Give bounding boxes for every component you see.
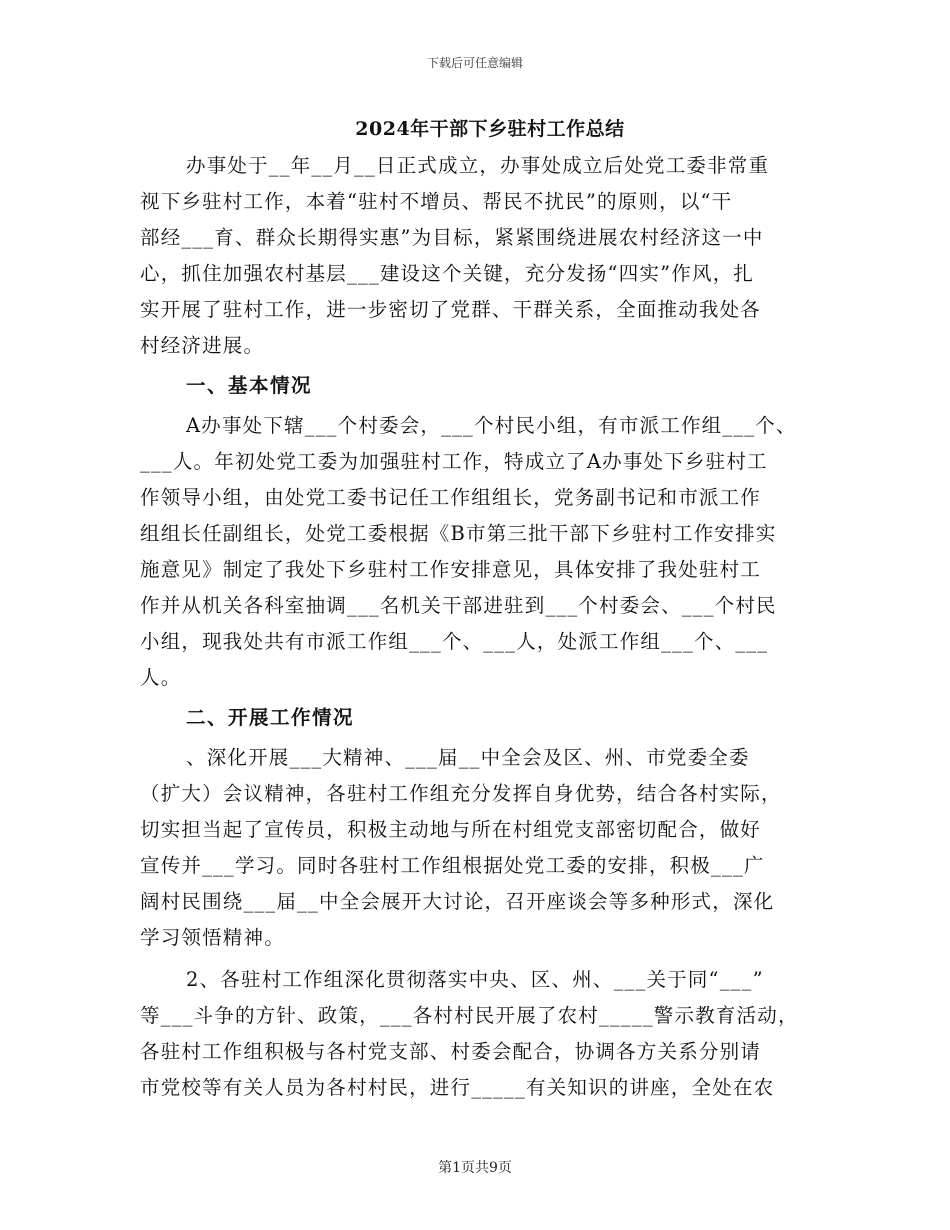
body-line: 市党校等有关人员为各村村民，进行_____有关知识的讲座，全处在农 [140,1076,775,1099]
body-line: 视下乡驻村工作，本着“驻村不增员、帮民不扰民”的原则，以“干 [140,190,733,213]
section-heading-work: 二、开展工作情况 [186,706,355,729]
body-line: A办事处下辖___个村委会，___个村民小组，有市派工作组___个、 [186,414,797,437]
body-line: 实开展了驻村工作，进一步密切了党群、干群关系，全面推动我处各 [140,298,762,321]
body-line: 阔村民围绕___届__中全会展开大讨论，召开座谈会等多种形式，深化 [140,890,775,913]
page-number-footer: 第1页共9页 [438,1160,512,1176]
section-heading-basic: 一、基本情况 [186,374,313,397]
body-line: 作领导小组，由处党工委书记任工作组组长，党务副书记和市派工作 [140,486,762,509]
body-line: 学习领悟精神。 [140,926,285,949]
body-line: 人。 [140,666,182,689]
body-line: 组组长任副组长，处党工委根据《B市第三批干部下乡驻村工作安排实 [140,522,777,545]
page-header-note: 下载后可任意编辑 [426,56,523,70]
body-line: 作并从机关各科室抽调___名机关干部进驻到___个村委会、___个村民 [140,594,777,617]
body-line: 小组，现我处共有市派工作组___个、___人，处派工作组___个、___ [140,630,769,653]
body-line: 心，抓住加强农村基层___建设这个关键，充分发扬“四实”作风，扎 [140,262,755,285]
body-line: 2、各驻村工作组深化贯彻落实中央、区、州、___关于同“___” [186,968,764,991]
body-line: 、深化开展___大精神、___届__中全会及区、州、市党委全委 [186,746,750,769]
body-line: 施意见》制定了我处下乡驻村工作安排意见，具体安排了我处驻村工 [140,558,762,581]
body-line: 等___斗争的方针、政策，___各村村民开展了农村_____警示教育活动， [140,1004,799,1027]
body-line: 部经___育、群众长期得实惠”为目标，紧紧围绕进展农村经济这一中 [140,226,764,249]
document-title: 2024年干部下乡驻村工作总结 [355,118,625,140]
body-line: 办事处于__年__月__日正式成立，办事处成立后处党工委非常重 [186,154,770,177]
body-line: （扩大）会议精神，各驻村工作组充分发挥自身优势，结合各村实际， [140,782,782,805]
body-line: 宣传并___学习。同时各驻村工作组根据处党工委的安排，积极___广 [140,854,765,877]
body-line: 村经济进展。 [140,334,265,357]
body-line: 切实担当起了宣传员，积极主动地与所在村组党支部密切配合，做好 [140,818,762,841]
body-line: 各驻村工作组积极与各村党支部、村委会配合，协调各方关系分别请 [140,1040,762,1063]
body-line: ___人。年初处党工委为加强驻村工作，特成立了A办事处下乡驻村工 [140,450,768,473]
